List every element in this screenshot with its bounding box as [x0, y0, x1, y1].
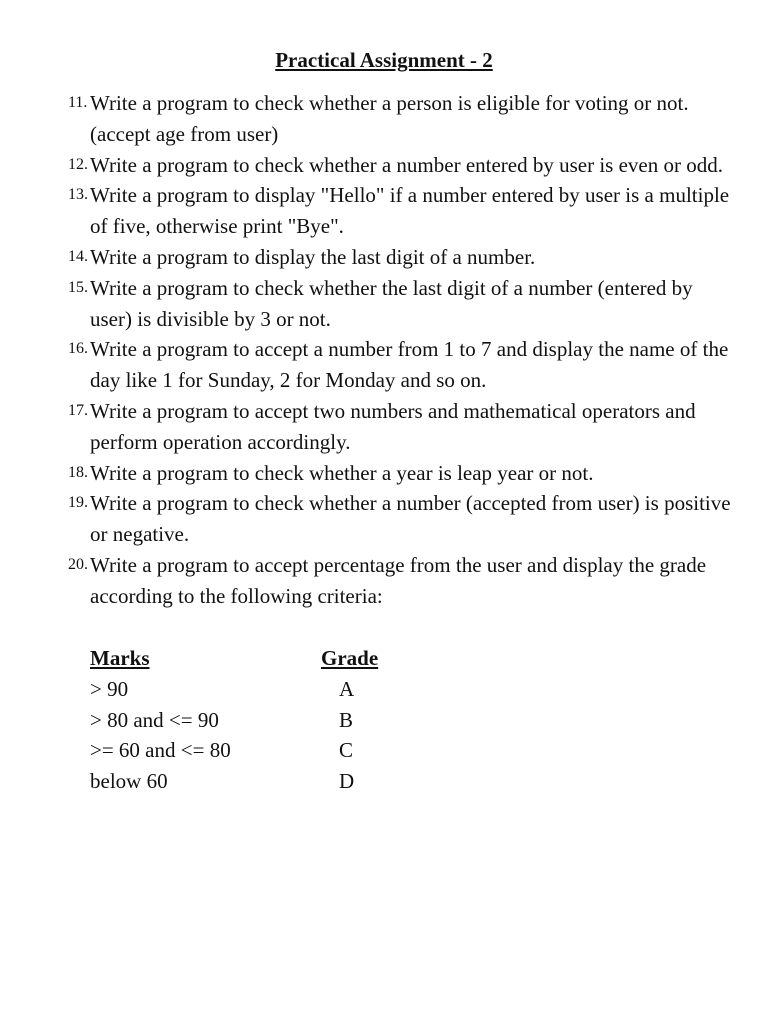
- grade-cell: C: [339, 738, 354, 763]
- question-number: 15.: [68, 278, 88, 296]
- question-text: Write a program to check whether a number entered by user is even or odd.: [90, 152, 723, 177]
- grade-criteria-table: [90, 643, 490, 797]
- question-text: Write a program to display "Hello" if a number entered by user is a multiple of five, otherwise print "Bye".: [90, 183, 730, 239]
- question-list: [66, 88, 736, 612]
- marks-cell: below 60: [90, 769, 168, 794]
- question-number: 17.: [68, 401, 88, 419]
- question-item: [66, 150, 736, 181]
- question-text: Write a program to check whether a person is eligible for voting or not. (accept age from user): [90, 91, 689, 146]
- marks-header: Marks: [90, 646, 150, 670]
- question-number: 16.: [68, 340, 88, 358]
- marks-cell: > 80 and <= 90: [90, 707, 219, 732]
- question-item: [66, 88, 736, 150]
- question-item: [66, 180, 736, 242]
- question-item: [66, 550, 736, 612]
- marks-cell: > 90: [90, 676, 129, 701]
- question-number: 14.: [68, 247, 88, 265]
- question-number: 19.: [68, 494, 88, 512]
- question-text: Write a program to accept a number from 1 to 7 and display the name of the day like 1 for Sunday, 2 for Monday and so on.: [90, 337, 729, 393]
- question-number: 13.: [68, 186, 88, 204]
- question-number: 20.: [68, 555, 88, 573]
- page-title: Practical Assignment - 2: [275, 48, 493, 72]
- table-row: [90, 766, 490, 797]
- table-row: [90, 705, 490, 736]
- question-item: [66, 488, 736, 550]
- question-text: Write a program to display the last digit of a number.: [90, 244, 536, 269]
- question-item: [66, 273, 736, 335]
- table-header-row: [90, 643, 490, 674]
- question-item: [66, 458, 736, 489]
- question-number: 11.: [68, 94, 88, 111]
- question-text: Write a program to check whether the last digit of a number (entered by user) is divisible by 3 or not.: [90, 275, 693, 331]
- grade-cell: B: [339, 707, 354, 732]
- question-item: [66, 396, 736, 458]
- question-text: Write a program to check whether a year is leap year or not.: [90, 460, 594, 485]
- question-item: [66, 242, 736, 273]
- table-row: [90, 674, 490, 705]
- grade-cell: D: [339, 769, 355, 794]
- question-text: Write a program to accept percentage from the user and display the grade according to the following criteria:: [90, 552, 707, 608]
- question-item: [66, 334, 736, 396]
- question-number: 12.: [68, 155, 88, 173]
- question-number: 18.: [68, 463, 88, 481]
- question-text: Write a program to accept two numbers and mathematical operators and perform operation accordingly.: [90, 398, 696, 454]
- grade-header: Grade: [321, 646, 379, 670]
- grade-cell: A: [339, 676, 355, 701]
- marks-cell: >= 60 and <= 80: [90, 738, 231, 763]
- table-row: [90, 735, 490, 766]
- question-text: Write a program to check whether a number (accepted from user) is positive or negative.: [90, 491, 731, 547]
